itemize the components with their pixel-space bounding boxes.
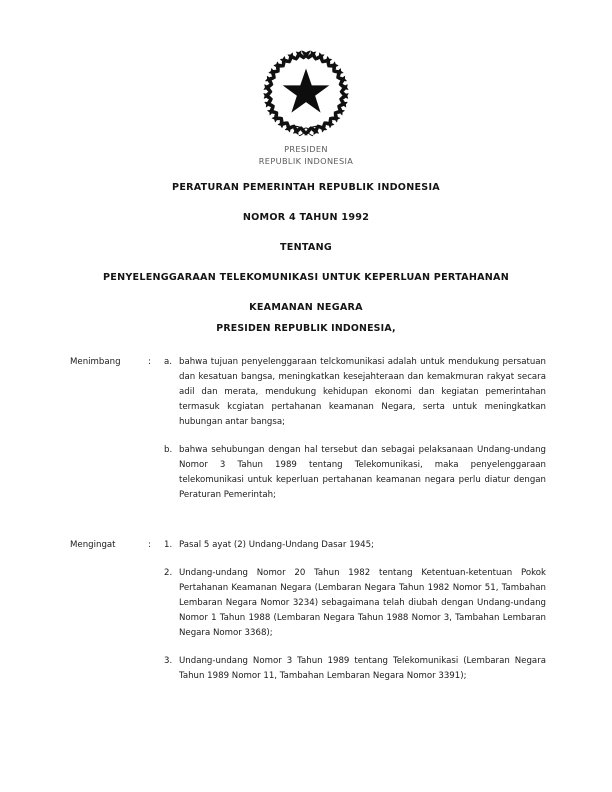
title-about-label: TENTANG (279, 242, 332, 253)
list-item-text: Pasal 5 ayat (2) Undang-Undang Dasar 1945; (179, 540, 374, 550)
title-number: NOMOR 4 TAHUN 1992 (242, 212, 370, 223)
opening-authority-line: PRESIDEN REPUBLIK INDONESIA, (216, 323, 396, 334)
menimbang-label: Menimbang (70, 357, 121, 367)
title-subject-line1: PENYELENGGARAAN TELEKOMUNIKASI UNTUK KEPERLUAN PERTAHANAN (102, 272, 510, 283)
list-item (164, 443, 546, 503)
document-title-block (56, 182, 556, 314)
mengingat-colon: : (148, 540, 151, 550)
list-item-marker: a. (164, 357, 172, 367)
menimbang-clause (70, 355, 546, 503)
list-item-text: bahwa sehubungan dengan hal tersebut dan sebagai pelaksanaan Undang-undang Nomor 3 Tahun 1989 tentang Telekomunikasi, maka penyelenggaraan telekomunikasi untuk keperluan pertahanan keamanan negara perlu diatur dengan Peraturan Pemerintah; (179, 445, 546, 500)
emblem-caption-line1: PRESIDEN (284, 144, 328, 154)
emblem-caption-line2: REPUBLIK INDONESIA (258, 155, 354, 166)
mengingat-clause (70, 538, 546, 684)
list-item (164, 654, 546, 684)
list-item-marker: b. (164, 445, 173, 455)
list-item-text: Undang-undang Nomor 20 Tahun 1982 tentang Ketentuan-ketentuan Pokok Pertahanan Keamanan Negara (Lembaran Negara Tahun 1982 Nomor 51, Tambahan Lembaran Negara Nomor 3234) sebagaimana telah diubah dengan Undang-undang Nomor 1 Tahun 1988 (Lembaran Negara Tahun 1988 Nomor 3, Tambahan Lembaran Negara Nomor 3368); (179, 568, 546, 638)
title-subject-line2: KEAMANAN NEGARA (249, 302, 363, 313)
list-item-marker: 2. (164, 568, 173, 578)
presidential-emblem-block (0, 44, 612, 167)
list-item (164, 538, 546, 553)
list-item-marker: 1. (164, 540, 173, 550)
menimbang-colon: : (148, 357, 151, 367)
mengingat-label: Mengingat (70, 540, 116, 550)
list-item-text: bahwa tujuan penyelenggaraan telckomunikasi adalah untuk mendukung persatuan dan kesatuan bangsa, meningkatkan kesejahteraan dan kemakmuran rakyat secara adil dan merata, mendukung kehidupan ekonomi dan kegiatan pemerintahan termasuk kcgiatan pertahanan keamanan Negara, serta untuk meningkatkan hubungan antar bangsa; (179, 357, 546, 427)
emblem-caption (0, 144, 612, 167)
list-item-marker: 3. (164, 656, 173, 666)
title-regulation-type: PERATURAN PEMERINTAH REPUBLIK INDONESIA (172, 182, 440, 193)
mengingat-item-list (164, 538, 546, 684)
list-item (164, 355, 546, 430)
list-item (164, 566, 546, 641)
menimbang-item-list (164, 355, 546, 503)
indonesian-presidential-seal-star-wreath-icon (0, 44, 612, 140)
list-item-text: Undang-undang Nomor 3 Tahun 1989 tentang Telekomunikasi (Lembaran Negara Tahun 1989 Nomor 11, Tambahan Lembaran Negara Nomor 3391); (179, 656, 546, 681)
